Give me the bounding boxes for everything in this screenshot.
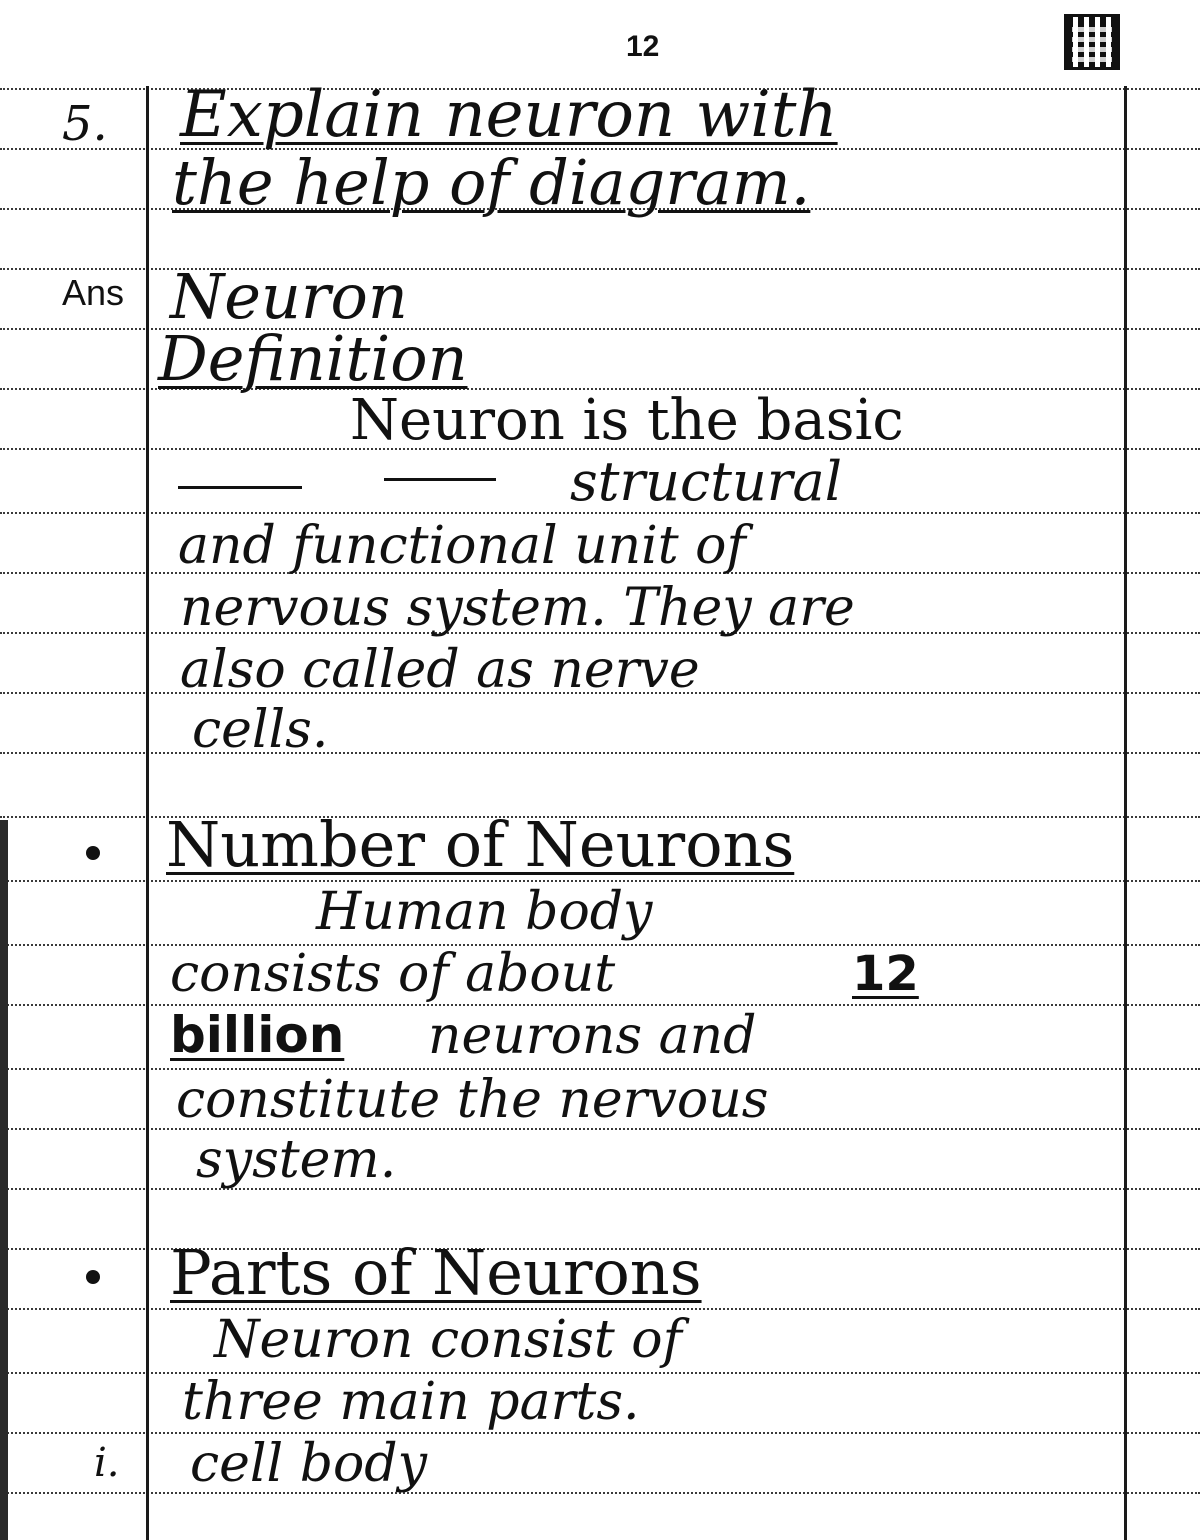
blank-dash-1: [178, 486, 302, 489]
number-of-neurons-heading: Number of Neurons: [166, 808, 795, 881]
parts-line-3: cell body: [190, 1434, 427, 1494]
definition-line-3: and functional unit of: [178, 516, 746, 576]
number-line-1: Human body: [316, 882, 653, 942]
qr-code-icon: [1064, 14, 1120, 70]
definition-line-6: cells.: [192, 700, 329, 760]
definition-line-2: structural: [570, 450, 843, 513]
right-margin-line: [1124, 86, 1127, 1540]
bullet-parts-of-neurons: [86, 1270, 100, 1284]
left-margin-line: [146, 86, 149, 1540]
number-line-5: system.: [196, 1130, 397, 1190]
number-line-2: consists of about: [170, 944, 616, 1004]
number-line-4: constitute the nervous: [176, 1070, 769, 1130]
question-line-1: Explain neuron with: [180, 78, 838, 152]
parts-of-neurons-heading: Parts of Neurons: [170, 1236, 702, 1309]
number-value-billion: billion: [170, 1006, 345, 1064]
definition-line-5: also called as nerve: [180, 640, 700, 700]
question-line-2: the help of diagram.: [172, 146, 811, 219]
page-edge-shadow: [0, 820, 8, 1540]
blank-dash-2: [384, 478, 496, 481]
bullet-number-of-neurons: [86, 846, 100, 860]
definition-line-4: nervous system. They are: [180, 578, 855, 638]
definition-line-1: Neuron is the basic: [350, 388, 904, 453]
parts-line-2: three main parts.: [182, 1372, 640, 1432]
page-number: 12: [626, 30, 660, 63]
number-line-3: neurons and: [428, 1006, 757, 1066]
parts-line-1: Neuron consist of: [214, 1310, 682, 1370]
answer-label: Ans: [62, 272, 125, 313]
number-value-12: 12: [852, 946, 919, 1002]
list-marker-i: i.: [94, 1440, 120, 1486]
question-number: 5.: [62, 96, 108, 152]
definition-heading: Definition: [158, 322, 468, 395]
answer-title: Neuron: [170, 260, 408, 333]
